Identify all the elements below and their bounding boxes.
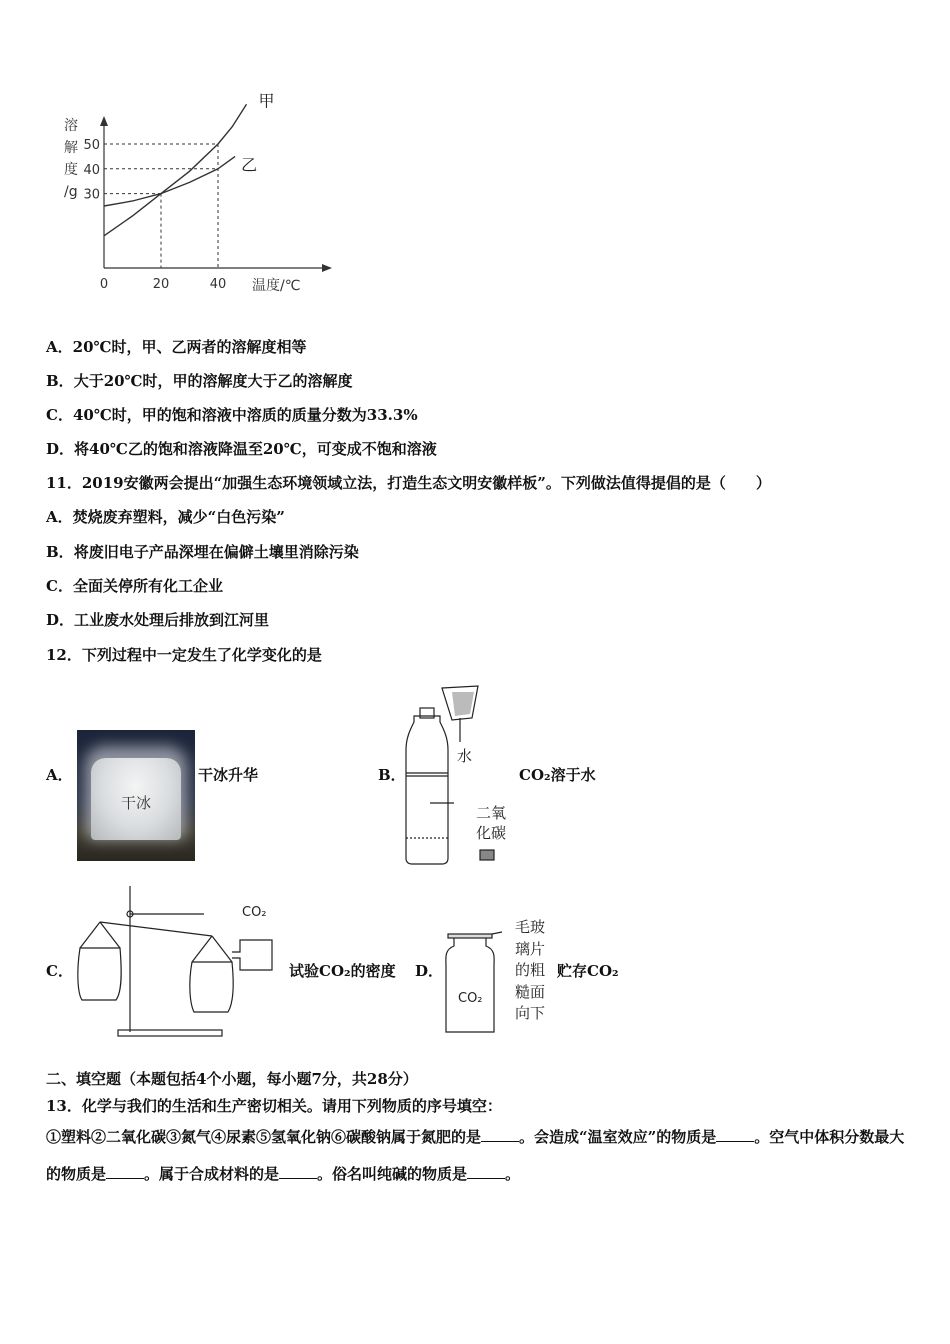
q12-a-caption: 干冰升华 — [198, 766, 259, 784]
co2-label-c: CO₂ — [242, 905, 267, 920]
section-title: 二、填空题（本题包括4个小题，每小题7分，共28分） — [46, 1070, 418, 1088]
dry-ice-photo — [77, 730, 195, 861]
y-tick-label: 30 — [83, 187, 100, 203]
series-label: 甲 — [258, 91, 275, 111]
chart-guide-lines — [104, 144, 218, 268]
gas-label-2: 化碳 — [476, 824, 507, 842]
chart-labels — [64, 91, 300, 294]
q11-option-c: C．全面关停所有化工企业 — [46, 577, 223, 595]
q12-a-label: A． — [46, 766, 73, 784]
right-bag-icon — [190, 962, 233, 1012]
gas-label-1: 二氧 — [476, 804, 507, 822]
q12-d-caption: 贮存CO₂ — [557, 962, 619, 980]
solubility-chart — [60, 91, 360, 308]
y-axis-label: 溶 — [64, 118, 78, 134]
balance-beam-icon — [100, 922, 212, 936]
q10-option-a: A．20℃时，甲、乙两者的溶解度相等 — [46, 338, 307, 356]
series-label: 乙 — [241, 155, 258, 175]
q11-stem: 11．2019安徽两会提出“加强生态环境领域立法，打造生态文明安徽样板”。下列做法值得提倡的是（ ） — [46, 474, 771, 492]
co2-label-d: CO₂ — [458, 991, 483, 1006]
answer-blank[interactable] — [481, 1129, 519, 1142]
bottle-diagram — [400, 678, 530, 868]
answer-blank[interactable] — [716, 1129, 754, 1142]
answer-blank[interactable] — [467, 1166, 505, 1179]
q10-option-d: D．将40℃乙的饱和溶液降温至20℃，可变成不饱和溶液 — [46, 440, 437, 458]
x-tick-label: 40 — [209, 277, 227, 292]
answer-blank[interactable] — [279, 1166, 317, 1179]
series-line-jia — [104, 104, 247, 236]
q10-option-b: B．大于20℃时，甲的溶解度大于乙的溶解度 — [46, 372, 353, 390]
stand-base-icon — [118, 1030, 222, 1036]
y-tick-label: 40 — [83, 162, 100, 178]
x-tick-label: 20 — [152, 277, 170, 292]
series-line-yi — [104, 156, 235, 206]
answer-blank[interactable] — [106, 1166, 144, 1179]
water-label: 水 — [457, 747, 473, 765]
balance-diagram — [72, 884, 292, 1044]
glass-note: 毛玻 璃片 的粗 糙面 向下 — [515, 918, 546, 1022]
q11-option-d: D．工业废水处理后排放到江河里 — [46, 611, 270, 629]
q12-b-caption: CO₂溶于水 — [519, 766, 596, 784]
q13-body: ①塑料②二氧化碳③氮气④尿素⑤氢氧化钠⑥碳酸钠属于氮肥的是 。会造成“温室效应”的物质是 。空气中体积分数最大的物质是 。属于合成材料的是 。俗名叫纯碱的物质是 。 — [46, 1128, 905, 1183]
q12-b-label: B． — [378, 766, 406, 784]
y-tick-label: 50 — [83, 138, 100, 153]
x-axis-label: 温度/℃ — [252, 278, 301, 294]
q12-d-label: D． — [415, 962, 444, 980]
y-axis-arrow — [100, 116, 108, 126]
y-axis-label: /g — [64, 184, 78, 200]
chart-series — [104, 104, 247, 236]
q12-c-caption: 试验CO₂的密度 — [289, 962, 396, 980]
dry-ice-text: 干冰 — [120, 794, 151, 812]
y-axis-label: 解 — [64, 140, 78, 156]
y-axis-label: 度 — [64, 162, 78, 178]
bottle-cap-icon — [480, 850, 494, 860]
q11-option-b: B．将废旧电子产品深埋在偏僻土壤里消除污染 — [46, 543, 359, 561]
q12-c-label: C． — [46, 962, 73, 980]
left-bag-icon — [78, 948, 121, 1000]
x-axis-arrow — [322, 264, 332, 272]
bottle-body-icon — [406, 716, 448, 864]
q10-option-c: C．40℃时，甲的饱和溶液中溶质的质量分数为33.3% — [46, 406, 418, 424]
q11-option-a: A．焚烧废弃塑料，减少“白色污染” — [46, 508, 285, 526]
gas-jar-icon — [446, 938, 494, 1032]
glass-plate-icon — [448, 934, 492, 938]
q13-stem: 13．化学与我们的生活和生产密切相关。请用下列物质的序号填空： — [46, 1097, 502, 1115]
q12-stem: 12．下列过程中一定发生了化学变化的是 — [46, 646, 322, 664]
x-tick-label: 0 — [99, 277, 109, 292]
